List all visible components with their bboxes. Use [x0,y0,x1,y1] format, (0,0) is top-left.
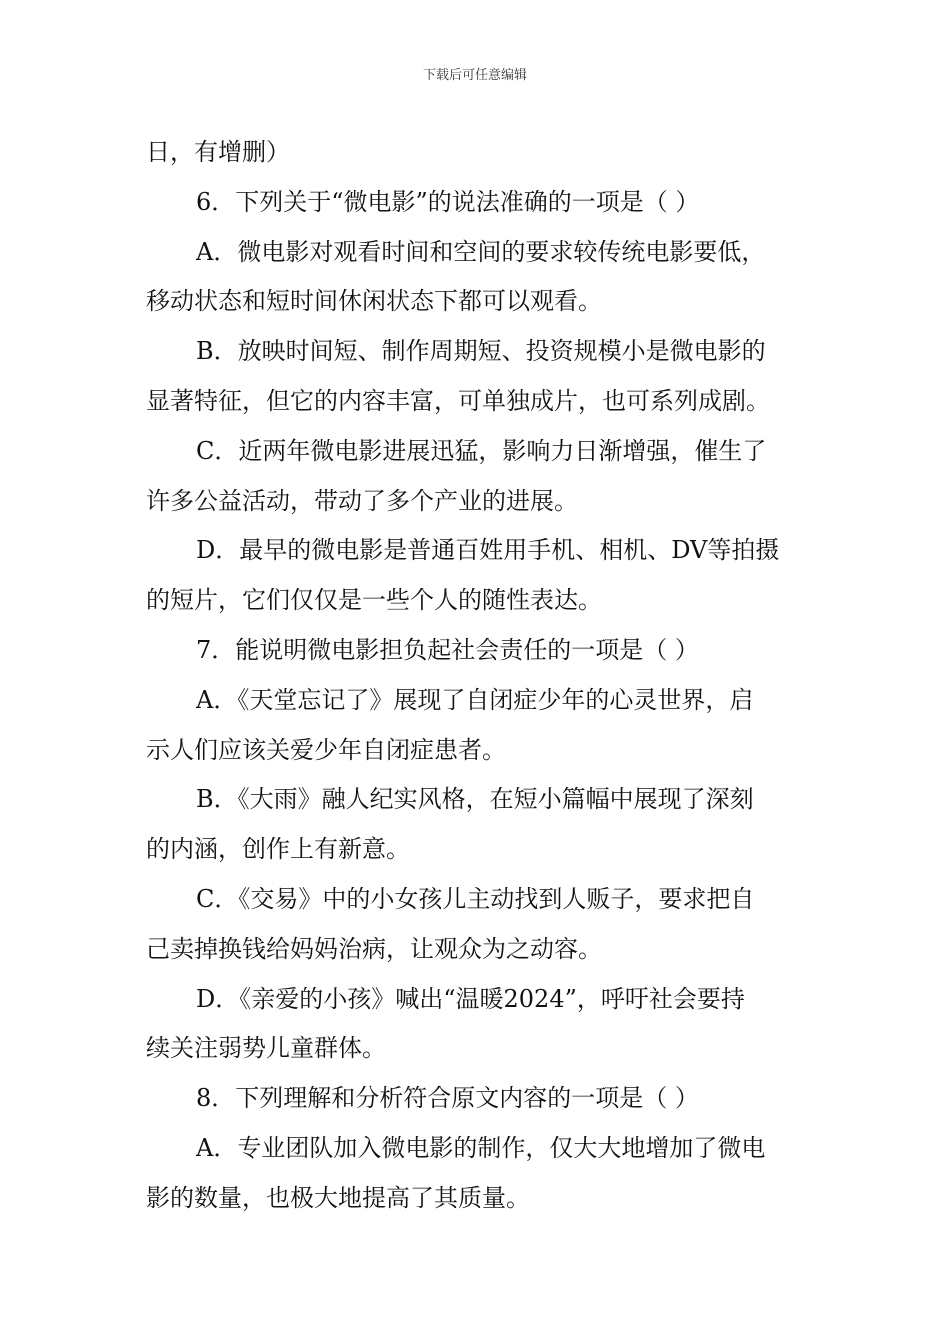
question-7-option-a-cont: 示人们应该关爱少年自闭症患者。 [146,735,506,764]
question-6-option-b: B．放映时间短、制作周期短、投资规模小是微电影的 [196,337,766,366]
question-6-option-d: D．最早的微电影是普通百姓用手机、相机、DV等拍摄 [196,536,780,565]
question-6-option-c-cont: 许多公益活动，带动了多个产业的进展。 [146,486,578,515]
question-8-stem: 8．下列理解和分析符合原文内容的一项是（ ） [196,1084,699,1113]
question-7-option-b: B．《大雨》融人纪实风格，在短小篇幅中展现了深刻 [196,785,754,814]
question-7-option-c-cont: 己卖掉换钱给妈妈治病，让观众为之动容。 [146,934,602,963]
question-6-option-a: A．微电影对观看时间和空间的要求较传统电影要低， [196,237,766,266]
question-8-option-a: A．专业团队加入微电影的制作，仅大大地增加了微电 [196,1133,766,1162]
question-7-option-d-cont: 续关注弱势儿童群体。 [146,1034,386,1063]
question-6-stem: 6．下列关于“微电影”的说法准确的一项是（ ） [196,187,700,216]
document-body [146,128,808,1224]
text-line: 日，有增删） [146,138,290,166]
page-header: 下载后可任意编辑 [422,68,527,83]
question-6-option-b-cont: 显著特征，但它的内容丰富，可单独成片，也可系列成剧。 [146,386,770,415]
question-7-option-c: C．《交易》中的小女孩儿主动找到人贩子，要求把自 [196,884,755,913]
question-8-option-a-cont: 影的数量，也极大地提高了其质量。 [146,1183,530,1212]
question-7-option-d: D．《亲爱的小孩》喊出“温暖2024”，呼吁社会要持 [196,984,745,1013]
question-6-option-c: C．近两年微电影进展迅猛，影响力日渐增强，催生了 [196,436,767,465]
question-6-option-a-cont: 移动状态和短时间休闲状态下都可以观看。 [146,287,602,316]
question-6-option-d-cont: 的短片，它们仅仅是一些个人的随性表达。 [146,586,602,615]
question-7-option-a: A．《天堂忘记了》展现了自闭症少年的心灵世界，启 [196,685,754,714]
question-7-option-b-cont: 的内涵，创作上有新意。 [146,835,410,864]
question-7-stem: 7．能说明微电影担负起社会责任的一项是（ ） [196,635,699,664]
